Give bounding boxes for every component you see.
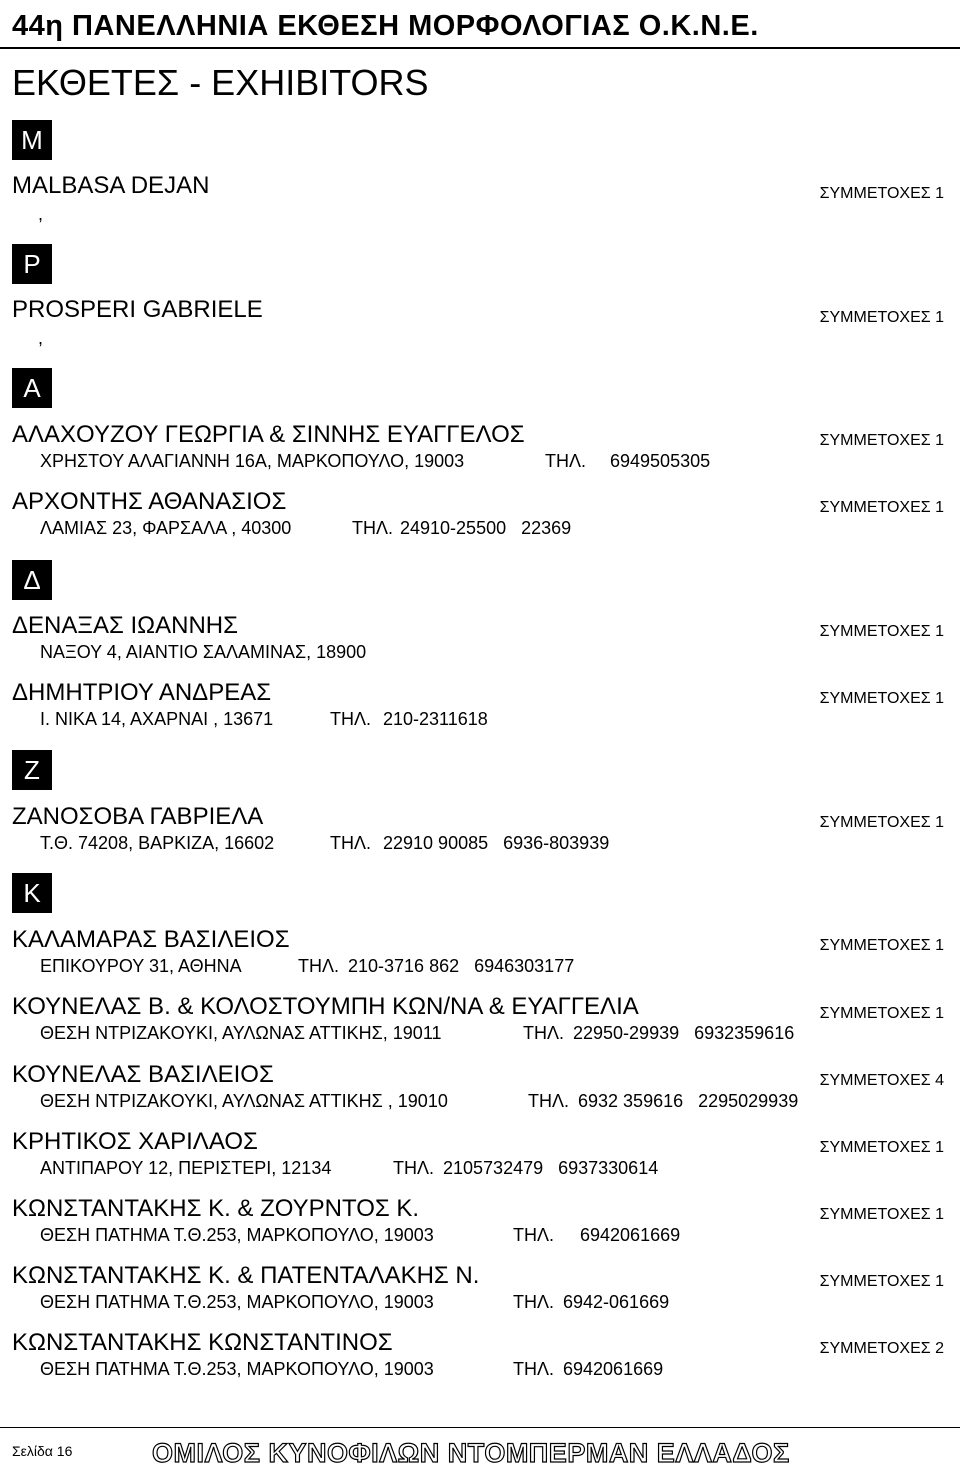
phone-number: 6932 359616 2295029939 xyxy=(578,1091,799,1111)
participation-count: ΣΥΜΜΕΤΟΧΕΣ 1 xyxy=(819,937,944,954)
phone-label: ΤΗΛ. xyxy=(298,956,340,976)
phone-label: ΤΗΛ. xyxy=(513,1292,555,1312)
exhibitor-name: PROSPERI GABRIELE xyxy=(12,296,263,323)
participation-count: ΣΥΜΜΕΤΟΧΕΣ 1 xyxy=(819,432,944,449)
participation-count: ΣΥΜΜΕΤΟΧΕΣ 1 xyxy=(819,1005,944,1022)
exhibitor-name: ΔΕΝΑΞΑΣ ΙΩΑΝΝΗΣ xyxy=(12,612,238,639)
exhibitor-name: ΚΩΝΣΤΑΝΤΑΚΗΣ Κ. & ΠΑΤΕΝΤΑΛΑΚΗΣ Ν. xyxy=(12,1262,480,1289)
section-letter-m: M xyxy=(12,120,52,160)
phone-number: 22950-29939 6932359616 xyxy=(573,1023,795,1043)
exhibitor-name: ΚΩΝΣΤΑΝΤΑΚΗΣ ΚΩΝΣΤΑΝΤΙΝΟΣ xyxy=(12,1329,393,1356)
exhibitor-address: , xyxy=(38,204,44,224)
phone-label: ΤΗΛ. xyxy=(330,833,372,853)
exhibitor-name: ΚΟΥΝΕΛΑΣ Β. & ΚΟΛΟΣΤΟΥΜΠΗ ΚΩΝ/ΝΑ & ΕΥΑΓΓΕΛΙΑ xyxy=(12,993,639,1020)
participation-count: ΣΥΜΜΕΤΟΧΕΣ 1 xyxy=(819,1273,944,1290)
section-letter-delta: Δ xyxy=(12,560,52,600)
section-letter-alpha: Α xyxy=(12,368,52,408)
phone-number: 2105732479 6937330614 xyxy=(443,1158,659,1178)
phone-number: 210-3716 862 6946303177 xyxy=(348,956,575,976)
exhibitor-name: MALBASA DEJAN xyxy=(12,172,210,199)
phone-number: 22910 90085 6936-803939 xyxy=(383,833,610,853)
participation-count: ΣΥΜΜΕΤΟΧΕΣ 2 xyxy=(819,1340,944,1357)
exhibitor-address: ΕΠΙΚΟΥΡΟΥ 31, ΑΘΗΝΑ xyxy=(40,956,242,976)
exhibitor-address: ΘΕΣΗ ΝΤΡΙΖΑΚΟΥΚΙ, ΑΥΛΩΝΑΣ ΑΤΤΙΚΗΣ, 19011 xyxy=(40,1023,442,1043)
exhibitor-address: ΘΕΣΗ ΠΑΤΗΜΑ Τ.Θ.253, ΜΑΡΚΟΠΟΥΛΟ, 19003 xyxy=(40,1292,434,1312)
page-number: Σελίδα 16 xyxy=(12,1443,73,1459)
section-letter-p: P xyxy=(12,244,52,284)
exhibitor-address: ΘΕΣΗ ΝΤΡΙΖΑΚΟΥΚΙ, ΑΥΛΩΝΑΣ ΑΤΤΙΚΗΣ , 19010 xyxy=(40,1091,448,1111)
phone-label: ΤΗΛ. xyxy=(513,1359,555,1379)
phone-number: 6949505305 xyxy=(610,451,711,471)
participation-count: ΣΥΜΜΕΤΟΧΕΣ 1 xyxy=(819,185,944,202)
exhibitor-address: ΝΑΞΟΥ 4, ΑΙΑΝΤΙΟ ΣΑΛΑΜΙΝΑΣ, 18900 xyxy=(40,642,367,662)
catalog-title: 44η ΠΑΝΕΛΛΗΝΙΑ ΕΚΘΕΣΗ ΜΟΡΦΟΛΟΓΙΑΣ Ο.Κ.Ν.Ε. xyxy=(12,10,759,42)
exhibitor-name: ΑΡΧΟΝΤΗΣ ΑΘΑΝΑΣΙΟΣ xyxy=(12,488,287,515)
exhibitor-name: ΔΗΜΗΤΡΙΟΥ ΑΝΔΡΕΑΣ xyxy=(12,679,272,706)
exhibitor-address: ΘΕΣΗ ΠΑΤΗΜΑ Τ.Θ.253, ΜΑΡΚΟΠΟΥΛΟ, 19003 xyxy=(40,1359,434,1379)
exhibitor-name: ΚΩΝΣΤΑΝΤΑΚΗΣ Κ. & ΖΟΥΡΝΤΟΣ Κ. xyxy=(12,1195,420,1222)
phone-number: 6942061669 xyxy=(563,1359,664,1379)
header-rule xyxy=(0,47,960,49)
phone-number: 24910-25500 22369 xyxy=(400,518,572,538)
exhibitor-name: ΚΑΛΑΜΑΡΑΣ ΒΑΣΙΛΕΙΟΣ xyxy=(12,926,290,953)
exhibitor-name: ΑΛΑΧΟΥΖΟΥ ΓΕΩΡΓΙΑ & ΣΙΝΝΗΣ ΕΥΑΓΓΕΛΟΣ xyxy=(12,421,525,448)
exhibitor-address: ΧΡΗΣΤΟΥ ΑΛΑΓΙΑΝΝΗ 16Α, ΜΑΡΚΟΠΟΥΛΟ, 19003 xyxy=(40,451,465,471)
participation-count: ΣΥΜΜΕΤΟΧΕΣ 1 xyxy=(819,1139,944,1156)
section-letter-zeta: Ζ xyxy=(12,750,52,790)
phone-label: ΤΗΛ. xyxy=(513,1225,555,1245)
phone-number: 6942061669 xyxy=(580,1225,681,1245)
section-letter-kappa: Κ xyxy=(12,873,52,913)
exhibitor-address: ΛΑΜΙΑΣ 23, ΦΑΡΣΑΛΑ , 40300 xyxy=(40,518,292,538)
exhibitor-address: ΘΕΣΗ ΠΑΤΗΜΑ Τ.Θ.253, ΜΑΡΚΟΠΟΥΛΟ, 19003 xyxy=(40,1225,434,1245)
exhibitor-name: ΖΑΝΟΣΟΒΑ ΓΑΒΡΙΕΛΑ xyxy=(12,803,264,830)
exhibitor-address: Ι. ΝΙΚΑ 14, ΑΧΑΡΝΑΙ , 13671 xyxy=(40,709,274,729)
footer-rule xyxy=(0,1427,960,1428)
participation-count: ΣΥΜΜΕΤΟΧΕΣ 1 xyxy=(819,623,944,640)
phone-label: ΤΗΛ. xyxy=(330,709,372,729)
phone-label: ΤΗΛ. xyxy=(393,1158,435,1178)
exhibitor-address: Τ.Θ. 74208, ΒΑΡΚΙΖΑ, 16602 xyxy=(40,833,275,853)
footer-organization: ΟΜΙΛΟΣ ΚΥΝΟΦΙΛΩΝ ΝΤΟΜΠΕΡΜΑΝ ΕΛΛΑΔΟΣ xyxy=(152,1438,790,1468)
exhibitor-address: ΑΝΤΙΠΑΡΟΥ 12, ΠΕΡΙΣΤΕΡΙ, 12134 xyxy=(40,1158,332,1178)
exhibitor-name: ΚΡΗΤΙΚΟΣ ΧΑΡΙΛΑΟΣ xyxy=(12,1128,258,1155)
exhibitor-address: , xyxy=(38,328,44,348)
participation-count: ΣΥΜΜΕΤΟΧΕΣ 1 xyxy=(819,690,944,707)
phone-label: ΤΗΛ. xyxy=(528,1091,570,1111)
participation-count: ΣΥΜΜΕΤΟΧΕΣ 1 xyxy=(819,499,944,516)
participation-count: ΣΥΜΜΕΤΟΧΕΣ 1 xyxy=(819,814,944,831)
participation-count: ΣΥΜΜΕΤΟΧΕΣ 1 xyxy=(819,1206,944,1223)
phone-number: 210-2311618 xyxy=(383,709,488,729)
exhibitor-name: ΚΟΥΝΕΛΑΣ ΒΑΣΙΛΕΙΟΣ xyxy=(12,1061,274,1088)
catalog-subtitle: ΕΚΘΕΤΕΣ - EXHIBITORS xyxy=(12,62,429,103)
participation-count: ΣΥΜΜΕΤΟΧΕΣ 1 xyxy=(819,309,944,326)
phone-label: ΤΗΛ. xyxy=(545,451,587,471)
participation-count: ΣΥΜΜΕΤΟΧΕΣ 4 xyxy=(819,1072,944,1089)
phone-label: ΤΗΛ. xyxy=(352,518,394,538)
phone-number: 6942-061669 xyxy=(563,1292,670,1312)
phone-label: ΤΗΛ. xyxy=(523,1023,565,1043)
